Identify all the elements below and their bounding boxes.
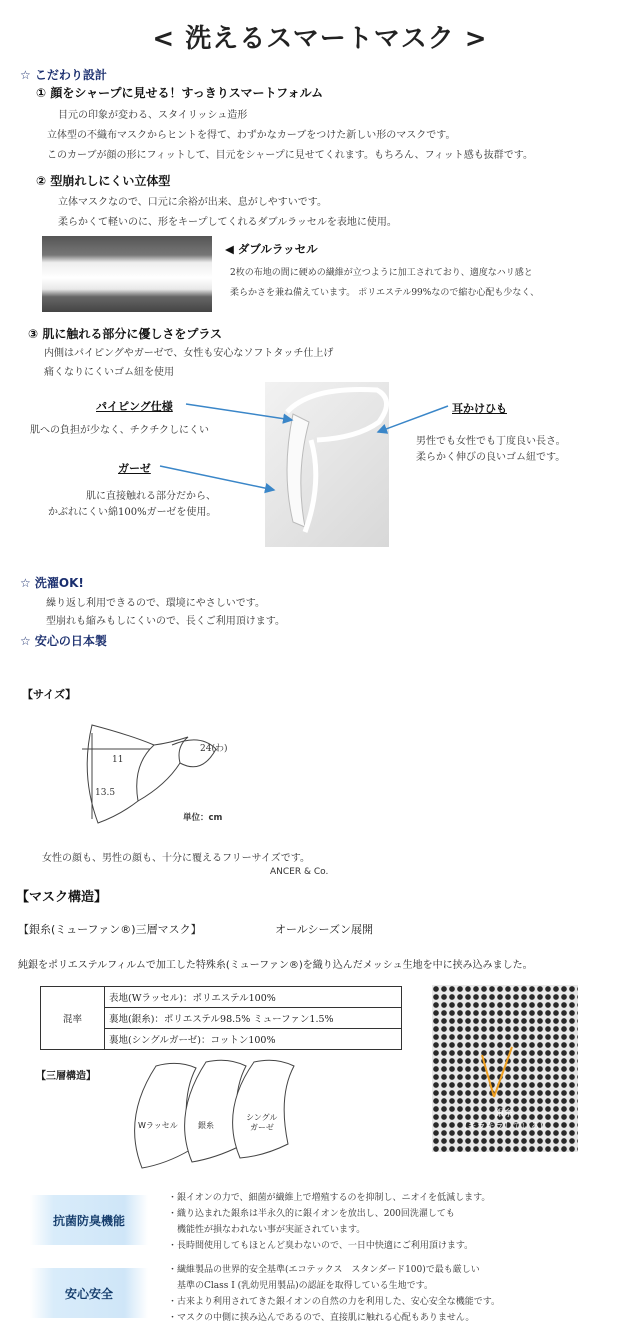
mix-label-cell: 混率 bbox=[41, 987, 105, 1050]
feature-line: 機能性が損なわれない事が実証されています。 bbox=[168, 1225, 366, 1235]
point3-title: ③ 肌に触れる部分に優しさをプラス bbox=[28, 327, 222, 341]
layer-label-wraschel: Wラッセル bbox=[138, 1121, 178, 1130]
three-layer-heading: 【三層構造】 bbox=[36, 1071, 96, 1082]
wash-line: 繰り返し利用できるので、環境にやさしいです。 bbox=[46, 598, 265, 609]
product-name: 【銀糸(ミューファン®)三層マスク】 bbox=[18, 923, 202, 936]
page-title: < 洗えるスマートマスク > bbox=[152, 24, 488, 54]
point3-line: 痛くなりにくいゴム紐を使用 bbox=[44, 367, 174, 378]
layer-label-gauze: シングル bbox=[246, 1113, 278, 1122]
piping-text: 肌への負担が少なく、チクチクしにくい bbox=[30, 425, 209, 436]
ear-loop-line: 柔らかく伸びの良いゴム紐です。 bbox=[416, 452, 566, 463]
point1-line: このカーブが顔の形にフィットして、目元をシャープに見せてくれます。もちろん、フィット感も抜群です。 bbox=[47, 150, 533, 161]
size-unit: 単位：cm bbox=[183, 813, 223, 823]
layer-label-silver: 銀糸 bbox=[198, 1121, 214, 1130]
gauze-line: かぶれにくい綿100%ガーゼを使用。 bbox=[48, 507, 217, 518]
size-loop-value: 24(わ) bbox=[200, 744, 228, 754]
point1-title: ① 顔をシャープに見せる！すっきりスマートフォルム bbox=[36, 86, 324, 100]
wash-line: 型崩れも縮みもしにくいので、長くご利用頂けます。 bbox=[46, 616, 285, 627]
point1-line: 立体型の不織布マスクからヒントを得て、わずかなカーブをつけた新しい形のマスクです。 bbox=[47, 130, 456, 141]
feature-badge-safety: 安心安全 bbox=[30, 1268, 148, 1318]
point1-line: 目元の印象が変わる、スタイリッシュ造形 bbox=[58, 110, 248, 121]
mix-row: 裏地(銀糸)：ポリエステル98.5% ミューファン1.5% bbox=[105, 1008, 402, 1029]
mix-row: 裏地(シングルガーゼ)：コットン100% bbox=[105, 1029, 402, 1050]
gauze-label: ガーゼ bbox=[118, 462, 151, 475]
size-height-value: 13.5 bbox=[95, 788, 116, 798]
feature-line: ・長時間使用してもほとんど臭わないので、一日中快適にご利用頂けます。 bbox=[168, 1241, 474, 1251]
brand-name: ANCER & Co. bbox=[270, 867, 329, 877]
silver-thread-note: (キラキラしている) bbox=[464, 1122, 544, 1132]
size-width-value: 11 bbox=[112, 755, 124, 765]
section-heading-wash: ☆ 洗濯OK! bbox=[20, 576, 84, 590]
size-free-text: 女性の顔も、男性の顔も、十分に覆えるフリーサイズです。 bbox=[42, 853, 310, 864]
structure-heading: 【マスク構造】 bbox=[16, 890, 108, 905]
double-raschel-line: 柔らかさを兼ね備えています。 ポリエステル99%なので縮む心配も少なく、 bbox=[230, 288, 540, 298]
point2-line: 立体マスクなので、口元に余裕が出来、息がしやすいです。 bbox=[58, 197, 327, 208]
feature-line: ・織り込まれた銀糸は半永久的に銀イオンを放出し、200回洗濯しても bbox=[168, 1209, 455, 1219]
ear-loop-line: 男性でも女性でも丁度良い長さ。 bbox=[416, 436, 566, 447]
ear-loop-label: 耳かけひも bbox=[452, 402, 507, 415]
callout-arrows bbox=[0, 0, 640, 600]
double-raschel-title: ◀ ダブルラッセル bbox=[225, 242, 318, 256]
point2-line: 柔らかくて軽いのに、形をキープしてくれるダブルラッセルを表地に使用。 bbox=[58, 217, 397, 228]
silver-thread-label: 銀糸 bbox=[495, 1109, 514, 1119]
size-heading: 【サイズ】 bbox=[22, 688, 77, 701]
point2-title: ② 型崩れしにくい立体型 bbox=[36, 174, 171, 188]
piping-label: パイピング仕様 bbox=[96, 400, 173, 413]
season-text: オールシーズン展開 bbox=[275, 923, 373, 936]
feature-line: ・銀イオンの力で、細菌が繊維上で増殖するのを抑制し、ニオイを低減します。 bbox=[168, 1193, 491, 1203]
mix-row: 表地(Wラッセル)：ポリエステル100% bbox=[105, 987, 402, 1008]
point3-line: 内側はパイピングやガーゼで、女性も安心なソフトタッチ仕上げ bbox=[44, 348, 334, 359]
feature-line: ・古来より利用されてきた銀イオンの自然の力を利用した、安心安全な機能です。 bbox=[168, 1297, 501, 1307]
three-layer-diagram bbox=[120, 1058, 320, 1170]
feature-badge-antibacterial: 抗菌防臭機能 bbox=[30, 1195, 148, 1245]
structure-description: 純銀をポリエステルフィルムで加工した特殊糸(ミューファン®)を織り込んだメッシュ生地を中に挟み込みました。 bbox=[18, 960, 533, 971]
section-heading-japan: ☆ 安心の日本製 bbox=[20, 634, 107, 648]
feature-line: ・マスクの中側に挟み込んであるので、直接肌に触れる心配もありません。 bbox=[168, 1313, 475, 1323]
fabric-composition-table bbox=[40, 986, 402, 1050]
feature-line: ・繊維製品の世界的安全基準(エコテックス スタンダード100)で最も厳しい bbox=[168, 1265, 480, 1275]
double-raschel-line: 2枚の布地の間に硬めの繊維が立つように加工されており、適度なハリ感と bbox=[230, 268, 533, 278]
layer-label-gauze: ガーゼ bbox=[250, 1123, 274, 1132]
feature-line: 基準のClass I (乳幼児用製品)の認証を取得している生地です。 bbox=[168, 1281, 433, 1291]
gauze-line: 肌に直接触れる部分だから、 bbox=[86, 491, 216, 502]
section-heading-design: ☆ こだわり設計 bbox=[20, 68, 107, 82]
